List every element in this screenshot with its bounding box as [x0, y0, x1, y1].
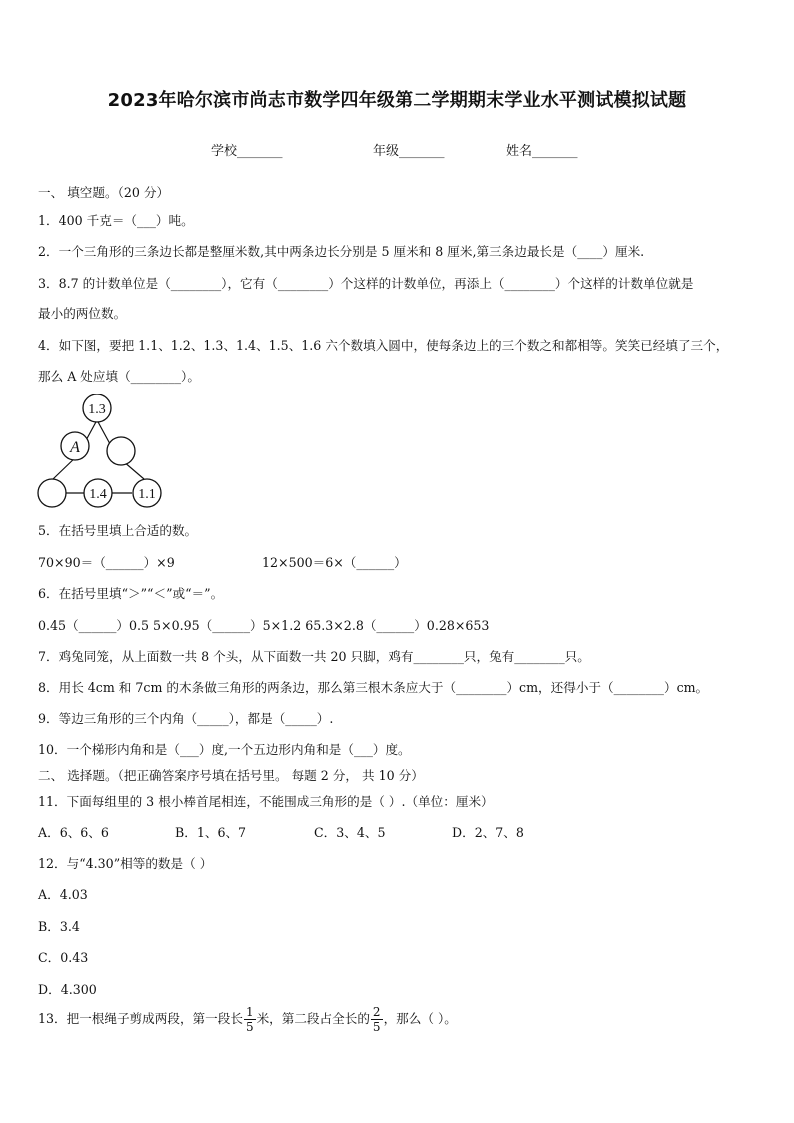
figure-bottom-mid-value: 1.4 [89, 487, 107, 502]
question-2: 2．一个三角形的三条边长都是整厘米数,其中两条边长分别是 5 厘米和 8 厘米,第三条边最长是（____）厘米. [38, 244, 645, 259]
question-12: 12．与“4.30”相等的数是（ ） [38, 856, 213, 871]
question-1: 1．400 千克＝（___）吨。 [38, 213, 194, 228]
question-9: 9．等边三角形的三个内角（_____），都是（_____）. [38, 711, 334, 726]
circle-right-mid [107, 437, 135, 465]
q12-option-c: C．0.43 [38, 950, 89, 965]
question-3-line-2: 最小的两位数。 [38, 306, 127, 321]
exam-title: 2023年哈尔滨市尚志市数学四年级第二学期期末学业水平测试模拟试题 [107, 90, 687, 111]
number-triangle-figure [36, 394, 166, 512]
figure-a-label: A [70, 439, 80, 456]
q12-option-a: A．4.03 [38, 887, 88, 902]
name-field: 姓名_______ [506, 144, 578, 159]
question-10: 10．一个梯形内角和是（___）度,一个五边形内角和是（___）度。 [38, 742, 411, 757]
section-1-heading: 一、 填空题。（20 分） [38, 185, 170, 200]
section-2-heading: 二、 选择题。（把正确答案序号填在括号里。 每题 2 分， 共 10 分） [38, 768, 424, 783]
fraction-two-fifths: $\frac{2}{5}$ [372, 1005, 381, 1034]
grade-field: 年级_______ [373, 144, 445, 159]
question-5-b: 12×500＝6×（______） [262, 555, 407, 570]
question-7: 7．鸡兔同笼，从上面数一共 8 个头，从下面数一共 20 只脚，鸡有________只，兔有________只。 [38, 649, 590, 664]
question-3-line-1: 3．8.7 的计数单位是（________），它有（________）个这样的计数单位，再添上（________）个这样的计数单位就是 [38, 276, 694, 291]
question-5-a: 70×90＝（______）×9 [38, 555, 175, 570]
figure-top-value: 1.3 [88, 402, 106, 417]
question-13-part-3: ，那么（ ）。 [383, 1011, 457, 1026]
q11-option-c: C．3、4、5 [314, 825, 386, 840]
q11-option-b: B．1、6、7 [175, 825, 247, 840]
circle-bottom-left [38, 479, 66, 507]
question-8: 8．用长 4cm 和 7cm 的木条做三角形的两条边，那么第三根木条应大于（________）cm，还得小于（________）cm。 [38, 680, 709, 695]
question-13 [38, 1006, 457, 1033]
question-6: 6．在括号里填“＞”“＜”或“＝”。 [38, 586, 224, 601]
question-4-line-1: 4．如下图，要把 1.1、1.2、1.3、1.4、1.5、1.6 六个数填入圆中，使每条边上的三个数之和都相等。笑笑已经填了三个， [38, 338, 729, 353]
figure-bottom-right-value: 1.1 [138, 487, 156, 502]
q12-option-d: D．4.300 [38, 982, 97, 997]
q11-option-a: A．6、6、6 [38, 825, 109, 840]
school-field: 学校_______ [211, 144, 283, 159]
question-13-part-1: 13．把一根绳子剪成两段，第一段长 [38, 1011, 243, 1026]
fraction-one-fifth: $\frac{1}{5}$ [245, 1005, 254, 1034]
question-4-line-2: 那么 A 处应填（________）。 [38, 369, 200, 384]
question-13-part-2: 米，第二段占全长的 [256, 1011, 370, 1026]
q12-option-b: B．3.4 [38, 919, 80, 934]
q11-option-d: D．2、7、8 [452, 825, 524, 840]
question-11: 11．下面每组里的 3 根小棒首尾相连，不能围成三角形的是（ ）.（单位：厘米） [38, 794, 494, 809]
question-6-items: 0.45（______）0.5 5×0.95（______）5×1.2 65.3×2.8（______）0.28×653 [38, 618, 490, 633]
question-5: 5．在括号里填上合适的数。 [38, 523, 198, 538]
